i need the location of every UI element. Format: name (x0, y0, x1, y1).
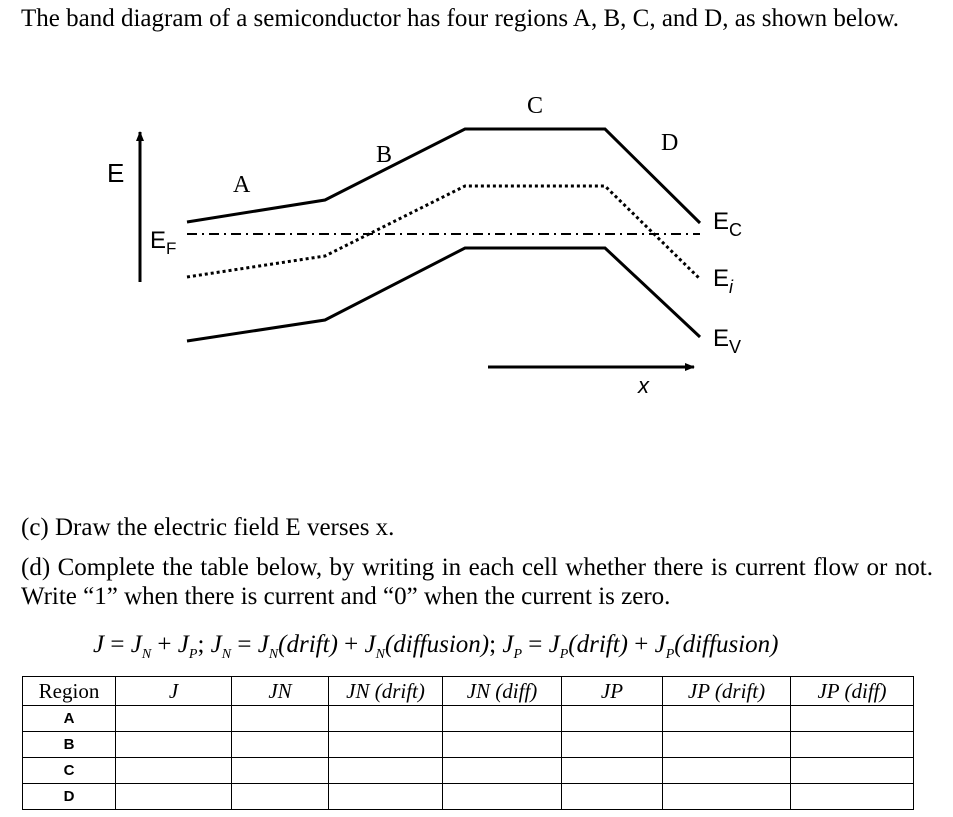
table-cell[interactable] (116, 784, 232, 810)
table-row (23, 784, 914, 810)
header-jp: JP (562, 677, 663, 706)
table-cell[interactable] (443, 706, 562, 732)
table-cell[interactable] (562, 732, 663, 758)
conduction-band-label: $E_C$ (713, 208, 743, 240)
table-cell[interactable] (791, 784, 914, 810)
region-label-b: B (376, 142, 393, 168)
question-c-text: (c) Draw the electric field E verses x. (21, 514, 395, 541)
row-label-a: A (23, 706, 116, 732)
table-cell[interactable] (663, 706, 791, 732)
table-cell[interactable] (791, 758, 914, 784)
fermi-level-label: $E_F$ (150, 227, 177, 258)
table-cell[interactable] (791, 732, 914, 758)
band-diagram (0, 80, 953, 410)
header-region: Region (23, 677, 116, 706)
table-cell[interactable] (443, 758, 562, 784)
table-cell[interactable] (232, 758, 329, 784)
region-label-d: D (661, 130, 679, 156)
header-jp-drift: JP (drift) (663, 677, 791, 706)
table-cell[interactable] (116, 732, 232, 758)
header-jp-diff: JP (diff) (791, 677, 914, 706)
table-header-row (23, 677, 914, 706)
table-cell[interactable] (663, 758, 791, 784)
x-axis-label: x (638, 373, 649, 398)
table-cell[interactable] (116, 758, 232, 784)
table-cell[interactable] (116, 706, 232, 732)
table-cell[interactable] (232, 732, 329, 758)
current-formula: $J = J_N + J_P$; $J_N$ = $J_N(drift)$ + $J_N(diffusion)$; $J_P$ = $J_P(drift)$ + $J_P(diffusion)$ (93, 631, 779, 662)
table-cell[interactable] (562, 706, 663, 732)
intrinsic-level-label: $E_i$ (713, 265, 734, 297)
table-cell[interactable] (663, 732, 791, 758)
table-cell[interactable] (329, 732, 443, 758)
header-j: J (116, 677, 232, 706)
table-cell[interactable] (443, 784, 562, 810)
row-label-c: C (23, 758, 116, 784)
table-cell[interactable] (329, 706, 443, 732)
table-cell[interactable] (562, 758, 663, 784)
energy-axis-label: E (107, 158, 125, 188)
table-row (23, 758, 914, 784)
table-cell[interactable] (232, 784, 329, 810)
row-label-d: D (23, 784, 116, 810)
conduction-band-line (187, 129, 700, 223)
row-label-b: B (23, 732, 116, 758)
table-cell[interactable] (663, 784, 791, 810)
intro-text: The band diagram of a semiconductor has four regions A, B, C, and D, as shown below. (21, 5, 900, 32)
table-cell[interactable] (443, 732, 562, 758)
table-cell[interactable] (791, 706, 914, 732)
region-label-a: A (233, 172, 251, 198)
header-jn-drift: JN (drift) (329, 677, 443, 706)
region-label-c: C (527, 93, 544, 119)
valence-band-label: $E_V$ (713, 325, 742, 357)
question-d-text: (d) Complete the table below, by writing in each cell whether there is current flow or not. Write “1” when there is current and “0” when the current is zero. (21, 554, 933, 610)
table-cell[interactable] (329, 784, 443, 810)
table-cell[interactable] (329, 758, 443, 784)
header-jn-diff: JN (diff) (443, 677, 562, 706)
table-row (23, 732, 914, 758)
valence-band-line (187, 248, 700, 341)
current-table (22, 676, 914, 810)
header-jn: JN (232, 677, 329, 706)
table-row (23, 706, 914, 732)
table-cell[interactable] (562, 784, 663, 810)
table-cell[interactable] (232, 706, 329, 732)
